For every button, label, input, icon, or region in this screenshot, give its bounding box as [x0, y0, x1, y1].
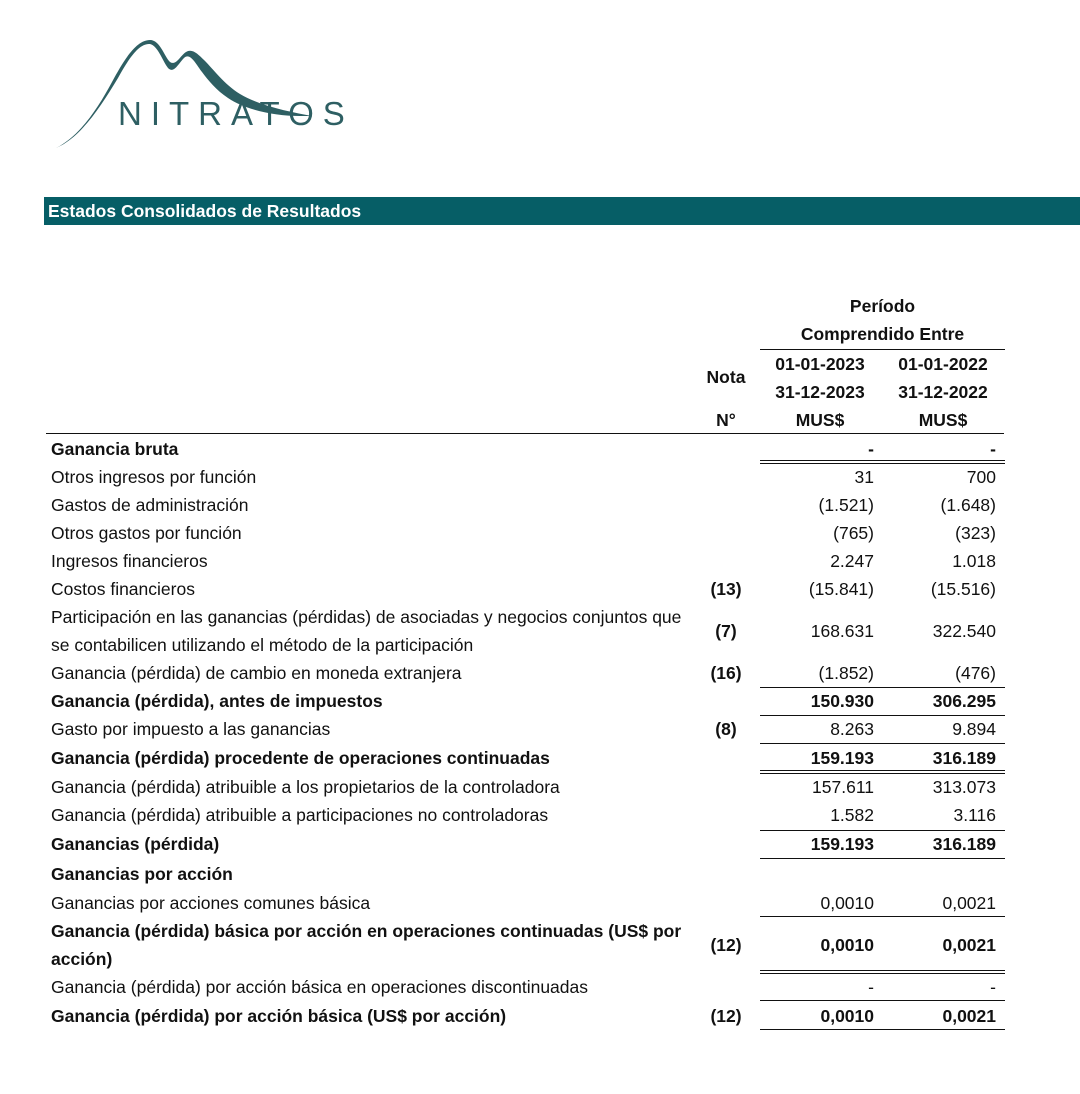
rule-subtotal	[760, 687, 1005, 688]
row-label: Ganancia (pérdida), antes de impuestos	[51, 691, 383, 711]
row-label: Participación en las ganancias (pérdidas) de asociadas y negocios conjuntos que se contabilicen utilizando el método de la participación	[51, 607, 682, 655]
row-nota: (13)	[710, 579, 742, 599]
table-row	[0, 973, 1080, 1001]
header-col2-to: 31-12-2022	[898, 382, 988, 402]
row-value-2023: -	[868, 439, 874, 459]
row-label: Gastos de administración	[51, 495, 249, 515]
row-value-2022: 0,0021	[942, 893, 996, 913]
rule-subtotal	[760, 916, 1005, 917]
row-value-2023: (765)	[833, 523, 874, 543]
rule-subtotal	[760, 858, 1005, 859]
row-value-2023: 157.611	[812, 777, 874, 797]
row-value-2023: (1.852)	[818, 663, 874, 683]
table-row	[0, 547, 1080, 575]
header-col2-unit: MUS$	[918, 410, 968, 430]
row-value-2022: -	[990, 439, 996, 459]
table-row	[0, 889, 1080, 917]
rule-double-bottom	[760, 973, 1005, 974]
row-nota: (16)	[710, 663, 742, 683]
row-nota: (8)	[715, 719, 737, 739]
table-row	[0, 773, 1080, 801]
row-value-2022: -	[990, 977, 996, 997]
row-nota: (12)	[710, 935, 742, 955]
table-row	[0, 830, 1080, 858]
table-row	[0, 1002, 1080, 1030]
row-value-2023: 8.263	[830, 719, 874, 739]
rule-subtotal	[760, 715, 1005, 716]
row-value-2022: 306.295	[932, 691, 996, 711]
rule-double-bottom	[760, 463, 1005, 464]
table-row	[0, 687, 1080, 715]
row-value-2023: -	[868, 977, 874, 997]
header-periodo: Período	[849, 296, 916, 316]
row-label: Ganancia (pérdida) de cambio en moneda extranjera	[51, 663, 462, 683]
table-row	[0, 463, 1080, 491]
row-value-2023: 1.582	[830, 805, 874, 825]
row-value-2023: (15.841)	[808, 579, 874, 599]
row-label: Ganancia bruta	[51, 439, 179, 459]
row-label: Ganancia (pérdida) procedente de operaciones continuadas	[51, 748, 550, 768]
row-nota: (7)	[715, 621, 737, 641]
row-value-2022: 9.894	[952, 719, 996, 739]
row-label: Ganancias (pérdida)	[51, 834, 220, 854]
row-value-2022: 316.189	[932, 748, 996, 768]
rule-double-bottom	[760, 773, 1005, 774]
rule-subtotal	[760, 830, 1005, 831]
row-value-2023: (1.521)	[818, 495, 874, 515]
row-label: Ganancia (pérdida) por acción básica (US$ por acción)	[51, 1006, 507, 1026]
rule-subtotal	[760, 743, 1005, 744]
row-value-2022: 313.073	[932, 777, 996, 797]
table-row	[0, 575, 1080, 603]
table-row	[0, 659, 1080, 687]
header-col1-unit: MUS$	[795, 410, 845, 430]
row-label: Otros gastos por función	[51, 523, 242, 543]
row-value-2023: 2.247	[830, 551, 874, 571]
row-value-2022: (15.516)	[930, 579, 996, 599]
header-bottom-rule	[46, 433, 1004, 434]
row-label: Costos financieros	[51, 579, 195, 599]
row-value-2022: 700	[966, 467, 996, 487]
header-col1-to: 31-12-2023	[775, 382, 865, 402]
header-nota: Nota	[706, 367, 746, 387]
row-label: Ganancia (pérdida) por acción básica en operaciones discontinuadas	[51, 977, 589, 997]
rule-double-top	[760, 460, 1005, 461]
row-value-2023: 150.930	[810, 691, 874, 711]
table-row	[0, 860, 1080, 888]
row-value-2022: 0,0021	[942, 1006, 996, 1026]
row-label: Ingresos financieros	[51, 551, 208, 571]
row-label: Ganancias por acción	[51, 864, 233, 884]
row-value-2023: 0,0010	[820, 893, 874, 913]
row-value-2022: 322.540	[932, 621, 996, 641]
row-value-2023: 159.193	[810, 748, 874, 768]
row-label: Ganancia (pérdida) atribuible a los propietarios de la controladora	[51, 777, 560, 797]
row-value-2022: 316.189	[932, 834, 996, 854]
row-value-2023: 0,0010	[820, 935, 874, 955]
row-value-2023: 168.631	[810, 621, 874, 641]
row-nota: (12)	[710, 1006, 742, 1026]
row-value-2023: 159.193	[810, 834, 874, 854]
header-col1-from: 01-01-2023	[775, 354, 865, 374]
rule-double-top	[760, 970, 1005, 971]
section-title: Estados Consolidados de Resultados	[48, 201, 362, 221]
rule-subtotal	[760, 1000, 1005, 1001]
logo-text: NITRATOS	[118, 95, 354, 132]
rule-double-top	[760, 770, 1005, 771]
table-row	[0, 744, 1080, 772]
row-label: Ganancia (pérdida) atribuible a participaciones no controladoras	[51, 805, 549, 825]
row-label: Ganancias por acciones comunes básica	[51, 893, 371, 913]
header-col2-from: 01-01-2022	[898, 354, 988, 374]
row-value-2022: 0,0021	[942, 935, 996, 955]
row-value-2022: (323)	[955, 523, 996, 543]
header-comprendido: Comprendido Entre	[800, 324, 965, 344]
row-value-2023: 0,0010	[820, 1006, 874, 1026]
table-row	[0, 491, 1080, 519]
row-value-2022: (476)	[955, 663, 996, 683]
table-row	[0, 519, 1080, 547]
rule-final	[760, 1029, 1005, 1030]
row-label: Ganancia (pérdida) básica por acción en operaciones continuadas (US$ por acción)	[51, 921, 682, 969]
row-value-2023: 31	[854, 467, 874, 487]
row-value-2022: (1.648)	[940, 495, 996, 515]
row-label: Gasto por impuesto a las ganancias	[51, 719, 331, 739]
table-row	[0, 603, 1080, 659]
table-row	[0, 435, 1080, 463]
row-value-2022: 1.018	[952, 551, 996, 571]
row-label: Otros ingresos por función	[51, 467, 257, 487]
row-value-2022: 3.116	[953, 805, 996, 825]
table-row	[0, 801, 1080, 829]
header-nota-n: N°	[716, 410, 736, 430]
table-row	[0, 715, 1080, 743]
header-divider	[760, 349, 1005, 350]
section-title-bar	[44, 197, 1080, 225]
table-row	[0, 917, 1080, 973]
